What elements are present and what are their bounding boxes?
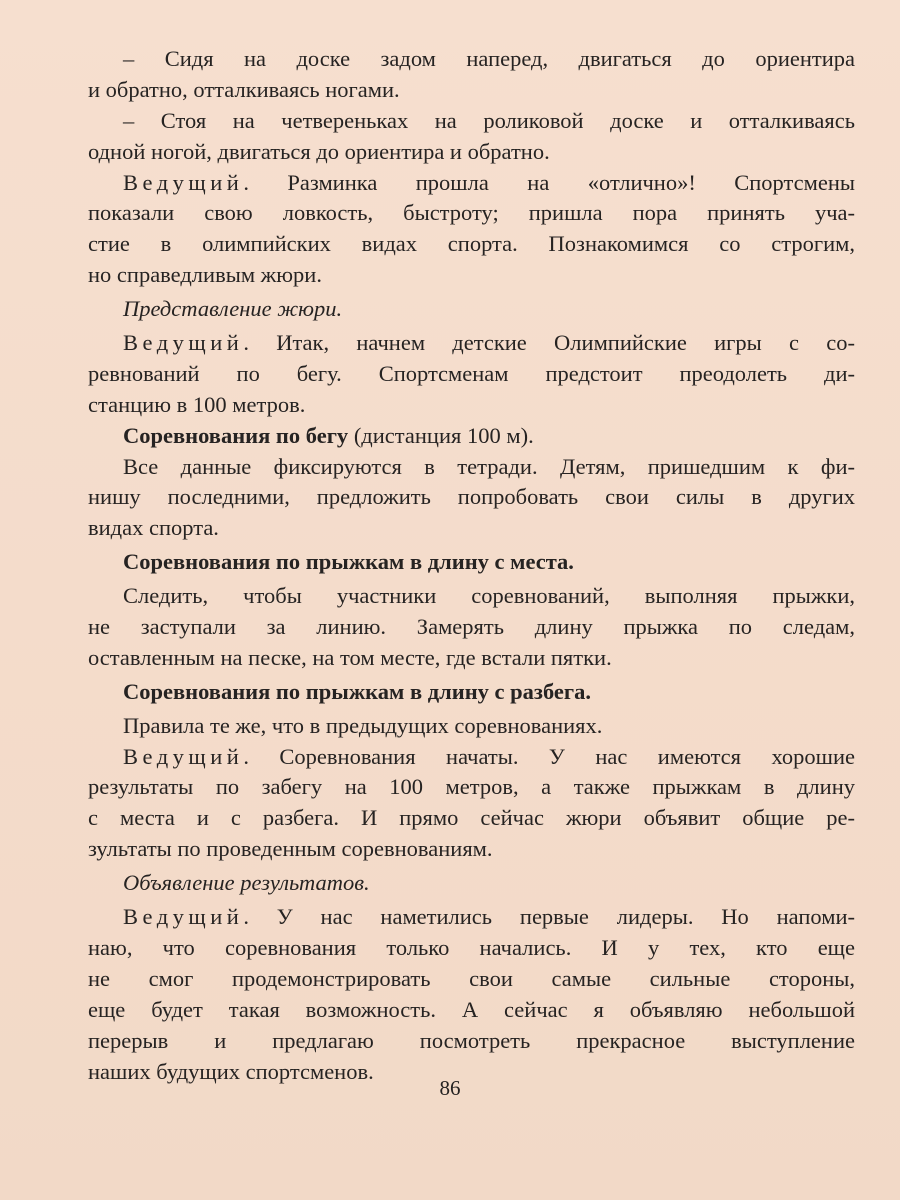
speaker-name: Ведущий <box>123 743 244 769</box>
line-text: . Соревнования начаты. У нас имеются хорошие <box>243 743 855 769</box>
paragraph <box>88 44 855 106</box>
text-line <box>88 834 855 865</box>
line-text: Все данные фиксируются в тетради. Детям, пришедшим к фи- <box>123 453 855 479</box>
line-text: ревнований по бегу. Спортсменам предстоит преодолеть ди- <box>88 360 855 386</box>
text-line <box>88 482 855 513</box>
text-line <box>88 902 855 933</box>
text-line <box>88 803 855 834</box>
line-text: Правила те же, что в предыдущих соревнованиях. <box>123 712 603 738</box>
line-text: не заступали за линию. Замерять длину прыжка по следам, <box>88 614 855 640</box>
speaker-name: Ведущий <box>123 904 244 930</box>
text-line <box>88 137 855 168</box>
line-text: Объявление результатов. <box>123 870 370 896</box>
text-line <box>88 106 855 137</box>
text-line <box>88 390 855 421</box>
page-body <box>88 44 855 1087</box>
line-text: наших будущих спортсменов. <box>88 1058 374 1084</box>
line-text: . Итак, начнем детские Олимпийские игры с со- <box>243 330 855 356</box>
line-text: – Сидя на доске задом наперед, двигаться до ориентира <box>123 46 855 71</box>
text-line <box>88 198 855 229</box>
line-text: зультаты по проведенным соревнованиям. <box>88 836 493 862</box>
line-text: нишу последними, предложить попробовать свои силы в других <box>88 484 855 510</box>
paragraph <box>88 711 855 742</box>
text-line <box>88 581 855 612</box>
line-text: (дистанция 100 м). <box>348 422 534 448</box>
line-text: Соревнования по прыжкам в длину с места. <box>123 549 574 575</box>
text-line <box>88 547 855 578</box>
text-line <box>88 75 855 106</box>
text-line <box>88 294 855 325</box>
line-text: одной ногой, двигаться до ориентира и обратно. <box>88 138 550 164</box>
line-text: не смог продемонстрировать свои самые сильные стороны, <box>88 965 855 991</box>
speaker-name: Ведущий <box>123 169 244 195</box>
text-line <box>88 711 855 742</box>
line-text: видах спорта. <box>88 515 219 541</box>
text-line <box>88 964 855 995</box>
text-line <box>88 643 855 674</box>
line-text: перерыв и предлагаю посмотреть прекрасное выступление <box>88 1027 855 1053</box>
text-line <box>88 612 855 643</box>
line-text: Следить, чтобы участники соревнований, выполняя прыжки, <box>123 583 855 609</box>
line-text: – Стоя на четвереньках на роликовой доске и отталкиваясь <box>123 107 855 133</box>
line-text: . Разминка прошла на «отлично»! Спортсмены <box>243 169 855 195</box>
text-line <box>88 677 855 708</box>
paragraph <box>88 106 855 168</box>
line-text: показали свою ловкость, быстроту; пришла пора принять уча- <box>88 200 855 226</box>
line-text: Соревнования по прыжкам в длину с разбега. <box>123 678 591 704</box>
line-text: еще будет такая возможность. А сейчас я объявляю небольшой <box>88 996 855 1022</box>
text-line <box>88 995 855 1026</box>
text-line <box>88 229 855 260</box>
line-text: результаты по забегу на 100 метров, а также прыжкам в длину <box>88 774 855 800</box>
paragraph <box>88 902 855 1087</box>
line-text: наю, что соревнования только начались. И у тех, кто еще <box>88 934 855 960</box>
line-text: и обратно, отталкиваясь ногами. <box>88 76 400 102</box>
text-line <box>88 452 855 483</box>
paragraph <box>88 421 855 452</box>
text-line <box>88 44 855 75</box>
text-line <box>88 513 855 544</box>
paragraph <box>88 581 855 674</box>
line-text: . У нас наметились первые лидеры. Но напоми- <box>243 904 855 930</box>
line-text: с места и с разбега. И прямо сейчас жюри объявит общие ре- <box>88 805 855 831</box>
paragraph <box>88 328 855 421</box>
line-text: оставленным на песке, на том месте, где встали пятки. <box>88 644 612 670</box>
line-text: станцию в 100 метров. <box>88 391 306 417</box>
text-line <box>88 421 855 452</box>
text-line <box>88 772 855 803</box>
text-line <box>88 933 855 964</box>
section-heading <box>88 677 855 708</box>
text-line <box>88 742 855 773</box>
text-line <box>88 868 855 899</box>
page-number: 86 <box>439 1076 461 1100</box>
bold-heading: Соревнования по бегу <box>123 422 349 448</box>
text-line <box>88 359 855 390</box>
paragraph <box>88 742 855 866</box>
text-line <box>88 168 855 199</box>
text-line <box>88 328 855 359</box>
section-note <box>88 868 855 899</box>
text-line <box>88 260 855 291</box>
text-line <box>88 1026 855 1057</box>
line-text: Представление жюри. <box>123 296 343 322</box>
section-note <box>88 294 855 325</box>
line-text: но справедливым жюри. <box>88 262 322 288</box>
paragraph <box>88 168 855 292</box>
speaker-name: Ведущий <box>123 330 244 356</box>
line-text: стие в олимпийских видах спорта. Познакомимся со строгим, <box>88 231 855 257</box>
section-heading <box>88 547 855 578</box>
paragraph <box>88 452 855 545</box>
